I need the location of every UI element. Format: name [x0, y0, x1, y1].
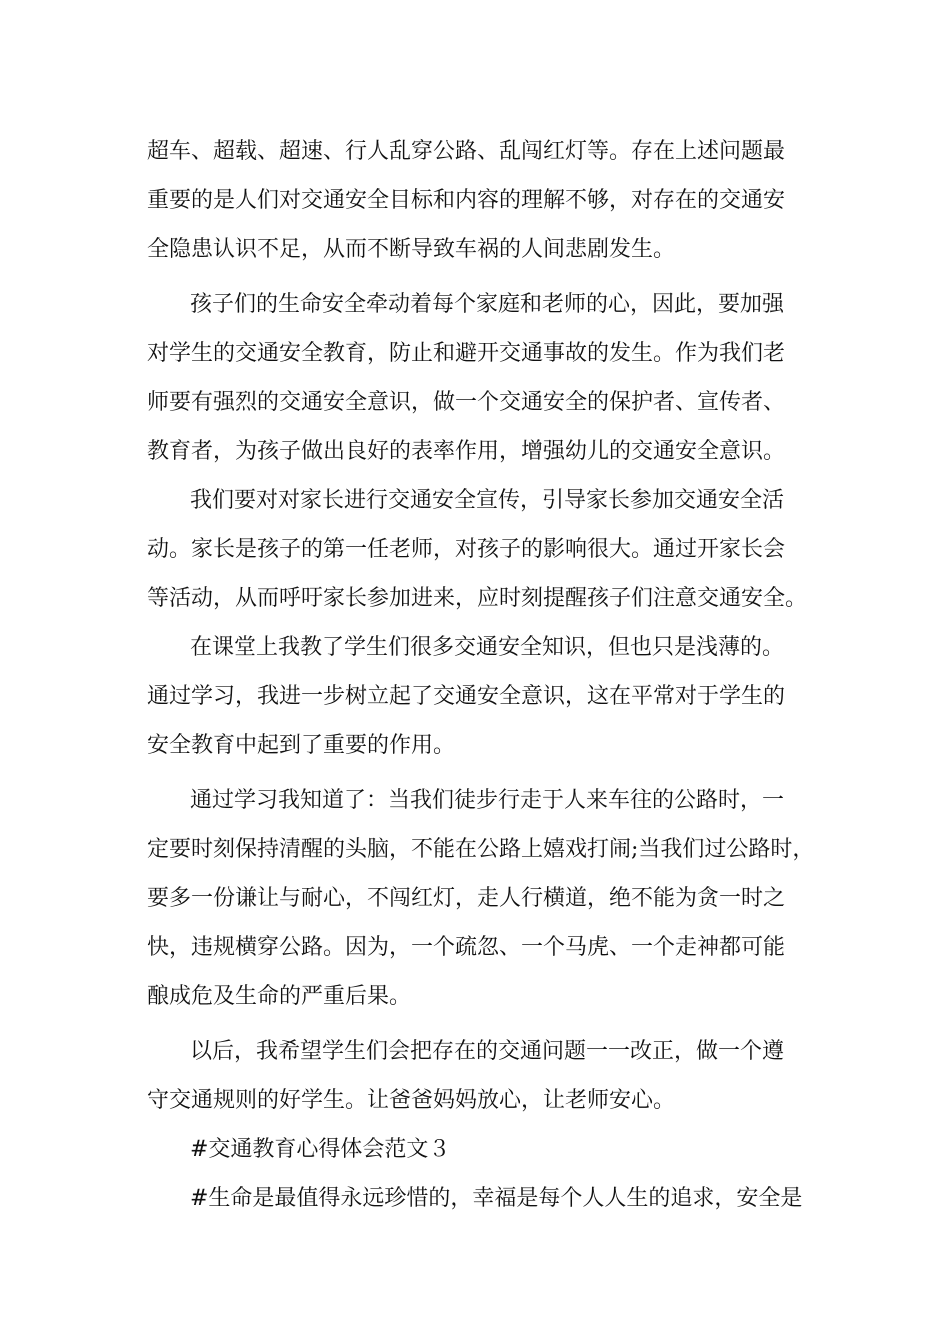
paragraph-first-line: 以后，我希望学生们会把存在的交通问题一一改正，做一个遵 [190, 1039, 785, 1064]
text-line: 对学生的交通安全教育，防止和避开交通事故的发生。作为我们老 [147, 341, 786, 366]
paragraph-first-line: #生命是最值得永远珍惜的，幸福是每个人人生的追求，安全是 [190, 1186, 803, 1211]
paragraph-first-line: 孩子们的生命安全牵动着每个家庭和老师的心，因此，要加强 [190, 292, 785, 317]
text-line: 快，违规横穿公路。因为，一个疏忽、一个马虎、一个走神都可能 [147, 935, 786, 960]
text-line: 定要时刻保持清醒的头脑，不能在公路上嬉戏打闹;当我们过公路时， [147, 837, 815, 862]
text-line: 守交通规则的好学生。让爸爸妈妈放心，让老师安心。 [147, 1088, 676, 1113]
section-heading: #交通教育心得体会范文３ [190, 1137, 451, 1162]
paragraph-first-line: 在课堂上我教了学生们很多交通安全知识，但也只是浅薄的。 [190, 635, 785, 660]
text-line: 师要有强烈的交通安全意识，做一个交通安全的保护者、宣传者、 [147, 390, 786, 415]
text-line: 教育者，为孩子做出良好的表率作用，增强幼儿的交通安全意识。 [147, 439, 786, 464]
text-line: 等活动，从而呼吁家长参加进来，应时刻提醒孩子们注意交通安全。 [147, 586, 808, 611]
text-line: 重要的是人们对交通安全目标和内容的理解不够，对存在的交通安 [147, 188, 786, 213]
text-line: 要多一份谦让与耐心，不闯红灯，走人行横道，绝不能为贪一时之 [147, 886, 786, 911]
text-line: 动。家长是孩子的第一任老师，对孩子的影响很大。通过开家长会 [147, 537, 786, 562]
text-line: 安全教育中起到了重要的作用。 [147, 733, 456, 758]
text-line: 全隐患认识不足，从而不断导致车祸的人间悲剧发生。 [147, 237, 676, 262]
paragraph-first-line: 通过学习我知道了：当我们徒步行走于人来车往的公路时，一 [190, 788, 785, 813]
paragraph-first-line: 我们要对对家长进行交通安全宣传，引导家长参加交通安全活 [190, 488, 785, 513]
text-line: 酿成危及生命的严重后果。 [147, 984, 412, 1009]
text-line: 通过学习，我进一步树立起了交通安全意识，这在平常对于学生的 [147, 684, 786, 709]
text-line: 超车、超载、超速、行人乱穿公路、乱闯红灯等。存在上述问题最 [147, 139, 786, 164]
